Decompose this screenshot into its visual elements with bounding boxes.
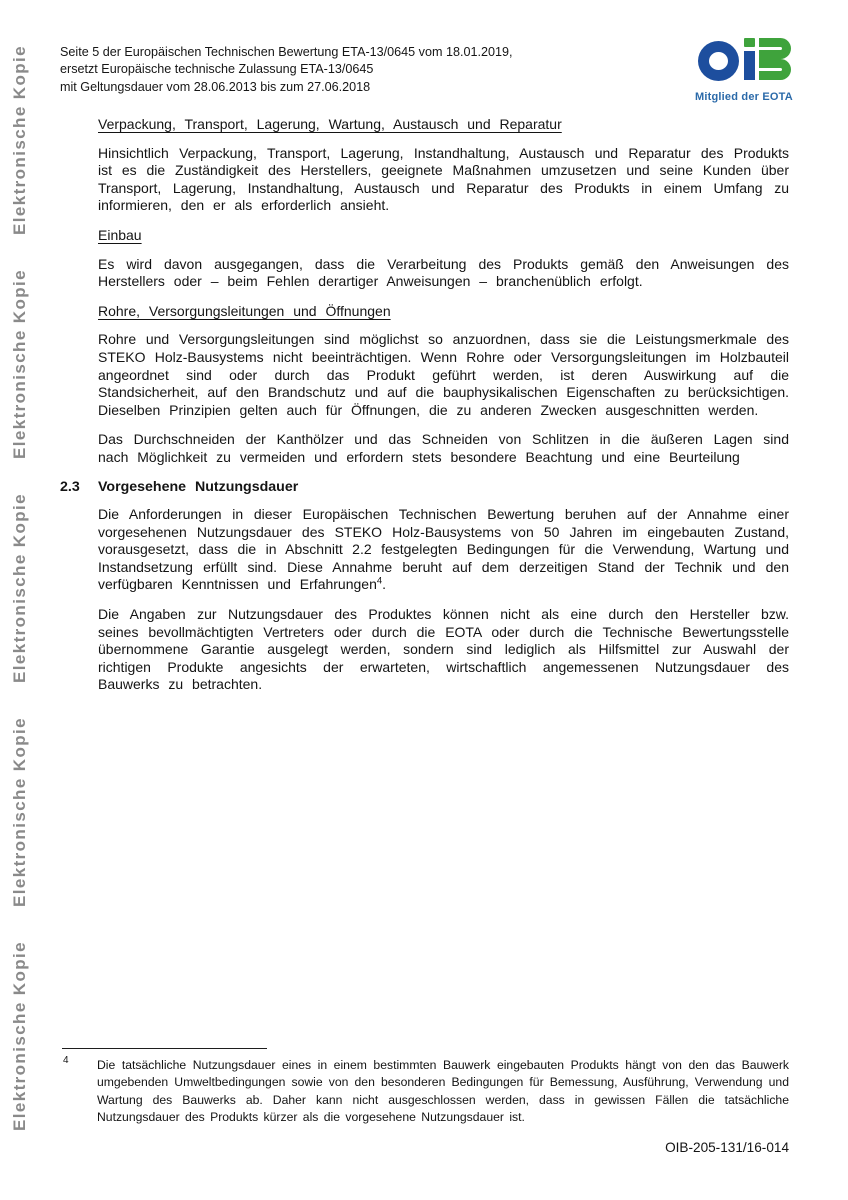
section-title: Vorgesehene Nutzungsdauer — [98, 478, 299, 495]
watermark-text: Elektronische Kopie — [10, 492, 29, 683]
paragraph-durchschneiden: Das Durchschneiden der Kanthölzer und das Schneiden von Schlitzen in die äußeren Lagen sind nach Möglichkeit zu vermeiden und erfordern stets besondere Beachtung und eine Beurteilung — [98, 431, 789, 465]
logo-letter-b-icon — [759, 38, 791, 84]
oib-logo-icon — [698, 38, 791, 84]
paragraph-nutzungsdauer-1 — [98, 506, 789, 594]
header-line-2: ersetzt Europäische technische Zulassung ETA-13/0645 — [60, 62, 374, 77]
page-header — [60, 44, 513, 96]
paragraph-einbau: Es wird davon ausgegangen, dass die Verarbeitung des Produkts gemäß den Anweisungen des Herstellers oder – beim Fehlen derartiger Anweisungen – branchenüblich erfolgt. — [98, 255, 789, 290]
paragraph-text: Die Anforderungen in dieser Europäischen Technischen Bewertung beruhen auf der Annahme einer vorgesehenen Nutzungsdauer des STEKO Holz-Bausystems von 50 Jahren im eingebauten Zustand, vorausgesetzt, dass die in Abschnitt 2.2 festgelegten Bedingungen für die Verwendung, Wartung und Instandsetzung erfüllt sind. Diese Annahme beruht auf dem derzeitigen Stand der Technik und den verfügbaren Kenntnissen und Erfahrungen — [98, 506, 789, 593]
header-line-3: mit Geltungsdauer vom 28.06.2013 bis zum 27.06.2018 — [60, 79, 371, 94]
watermark-text: Elektronische Kopie — [10, 44, 29, 235]
oib-logo — [695, 38, 793, 103]
paragraph-rohre: Rohre und Versorgungsleitungen sind möglichst so anzuordnen, dass sie die Leistungsmerkmale des STEKO Holz-Bausystems nicht beeinträchtigen. Wenn Rohre oder Versorgungsleitungen im Holzbauteil angeordnet sind oder durch das Produkt geführt werden, ist deren Auswirkung auf die Standsicherheit, auf den Brandschutz und auf die bauphysikalischen Eigenschaften zu berücksichtigen. Dieselben Prinzipien gelten auch für Öffnungen, die zu anderen Zwecken ausgeschnitten werden. — [98, 331, 789, 418]
paragraph-nutzungsdauer-2: Die Angaben zur Nutzungsdauer des Produktes können nicht als eine durch den Hersteller bzw. seines bevollmächtigten Vertreters oder durch die EOTA oder durch die Technische Bewertungsstelle übernommene Garantie ausgelegt werden, sondern sind lediglich als Hilfsmittel zur Auswahl der richtigen Produkte angesichts der erwarteten, wirtschaftlich angemessenen Nutzungsdauer des Bauwerks zu betrachten. — [98, 606, 789, 693]
paragraph-verpackung: Hinsichtlich Verpackung, Transport, Lagerung, Instandhaltung, Austausch und Reparatur des Produkts ist es die Zuständigkeit des Herstellers, geeignete Maßnahmen umzusetzen und seine Kunden über Transport, Lagerung, Instandhaltung, Austausch und Reparatur des Produkts in einem Umfang zu informieren, den er als erforderlich ansieht. — [98, 144, 789, 214]
watermark-text: Elektronische Kopie — [10, 268, 29, 459]
footnote-marker: 4 — [63, 1055, 69, 1066]
heading-einbau: Einbau — [98, 226, 142, 243]
heading-verpackung: Verpackung, Transport, Lagerung, Wartung, Austausch und Reparatur — [98, 116, 562, 132]
watermark-text: Elektronische Kopie — [10, 940, 29, 1131]
logo-letter-i-icon — [744, 38, 755, 84]
footnote-reference: 4 — [376, 575, 383, 587]
logo-letter-o-icon — [698, 41, 739, 81]
footnote-text: Die tatsächliche Nutzungsdauer eines in einem bestimmten Bauwerk eingebauten Produkts hängt von den das Bauwerk umgebenden Umweltbedingungen sowie von den besonderen Bedingungen für Bemessung, Ausführung, Verwendung und Wartung des Bauwerks ab. Daher kann nicht ausgeschlossen werden, dass in gewissen Fällen die tatsächliche Nutzungsdauer des Produkts kürzer als die vorgesehene Nutzungsdauer ist. — [97, 1058, 789, 1124]
section-number: 2.3 — [60, 478, 80, 495]
section-heading-2-3 — [60, 478, 789, 497]
paragraph-text: . — [382, 576, 387, 593]
document-number: OIB-205-131/16-014 — [665, 1140, 789, 1155]
watermark-text: Elektronische Kopie — [10, 716, 29, 907]
document-body — [60, 116, 789, 706]
header-line-1: Seite 5 der Europäischen Technischen Bewertung ETA-13/0645 vom 18.01.2019, — [60, 45, 513, 59]
heading-rohre: Rohre, Versorgungsleitungen und Öffnungen — [98, 302, 391, 319]
footnote-separator — [62, 1048, 267, 1049]
logo-tagline: Mitglied der EOTA — [695, 91, 793, 103]
